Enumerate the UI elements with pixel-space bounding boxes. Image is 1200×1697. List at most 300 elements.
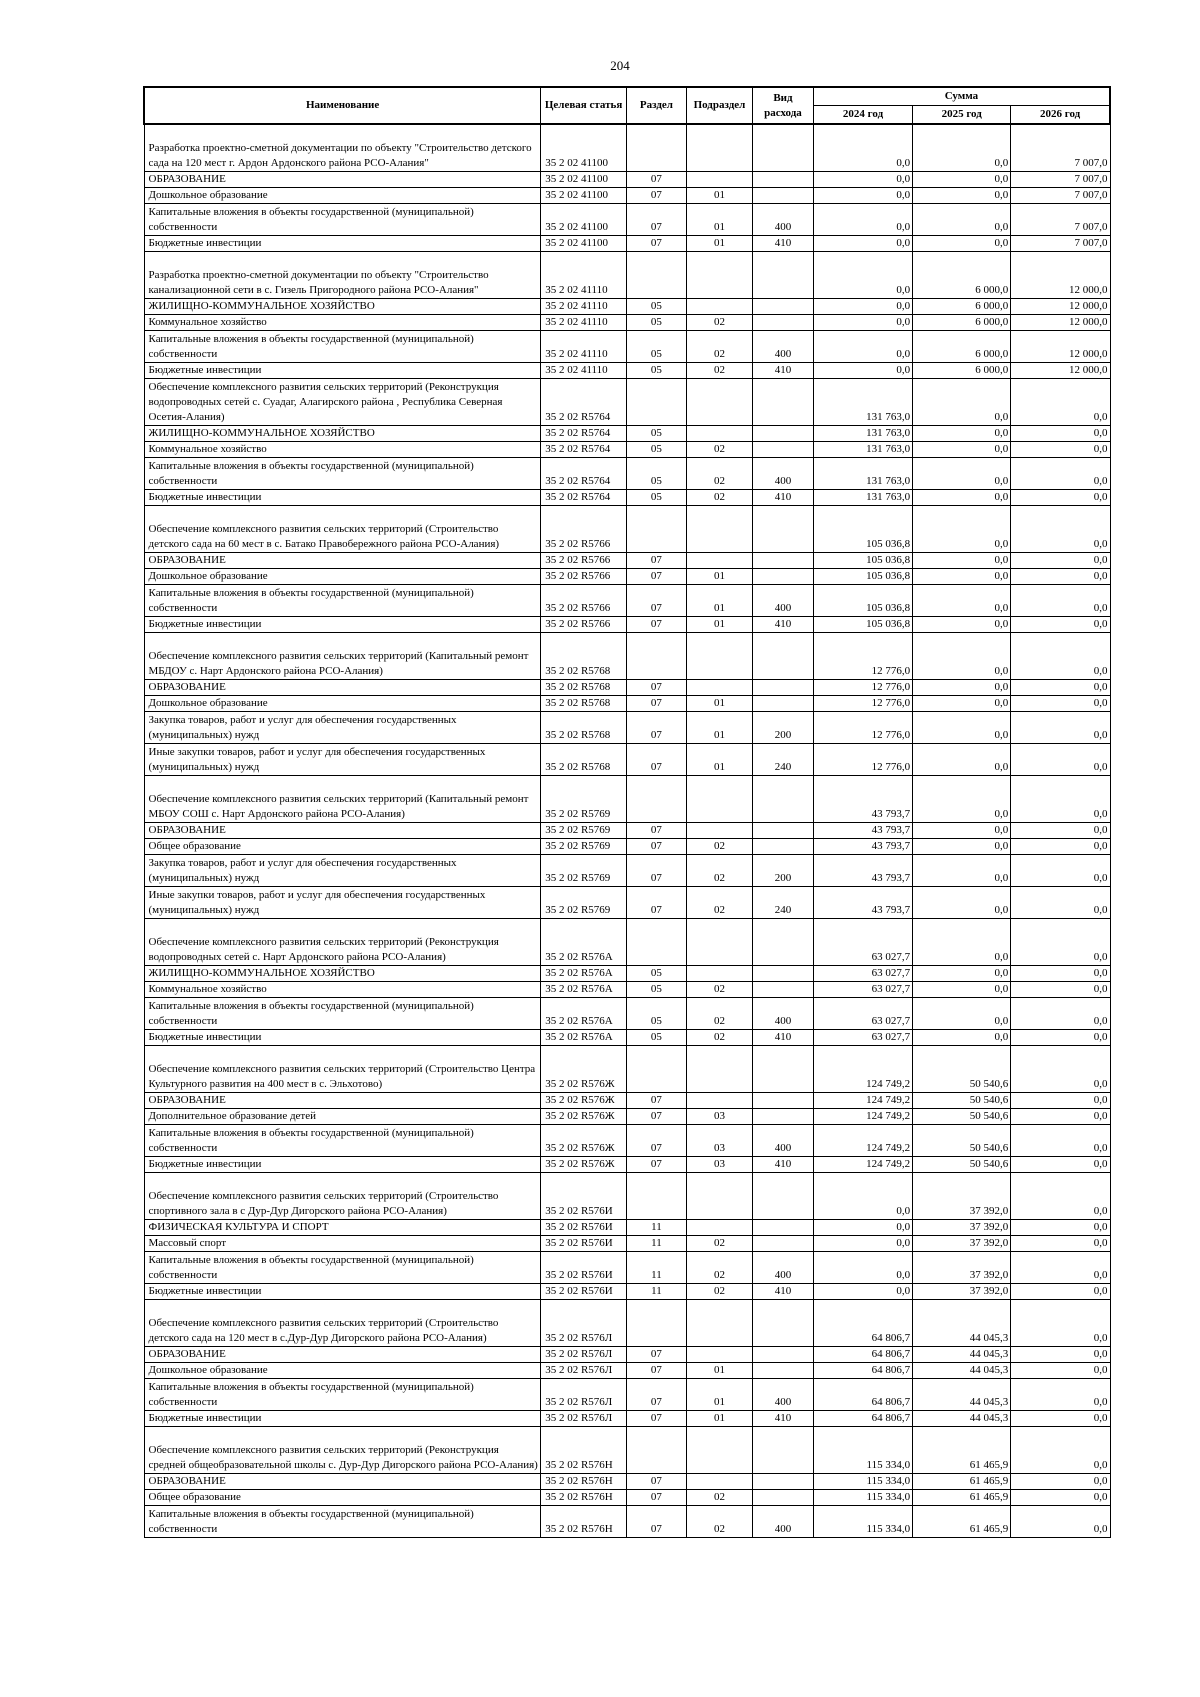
row-sum-2024: 0,0 [813, 252, 912, 299]
row-name: Коммунальное хозяйство [144, 982, 541, 998]
row-subsection [686, 1347, 752, 1363]
row-sum-2025: 0,0 [913, 553, 1011, 569]
row-subsection: 01 [686, 236, 752, 252]
row-sum-2025: 0,0 [913, 1030, 1011, 1046]
row-name: Обеспечение комплексного развития сельских территорий (Капитальный ремонт МБОУ СОШ с. Нарт Ардонского района РСО-Алания) [144, 776, 541, 823]
row-sum-2024: 43 793,7 [813, 887, 912, 919]
row-sum-2024: 124 749,2 [813, 1093, 912, 1109]
row-subsection: 02 [686, 1284, 752, 1300]
row-sum-2025: 6 000,0 [913, 331, 1011, 363]
row-sum-2025: 50 540,6 [913, 1046, 1011, 1093]
table-row [144, 1093, 1110, 1109]
row-name: Бюджетные инвестиции [144, 490, 541, 506]
row-section: 07 [626, 1109, 686, 1125]
row-name: Разработка проектно-сметной документации по объекту "Строительство канализационной сети в с. Гизель Пригородного района РСО-Алания" [144, 252, 541, 299]
row-name: Капитальные вложения в объекты государственной (муниципальной) собственности [144, 1125, 541, 1157]
row-code: 35 2 02 R576Л [541, 1379, 627, 1411]
row-expense-type [753, 188, 814, 204]
row-expense-type [753, 299, 814, 315]
row-sum-2024: 64 806,7 [813, 1347, 912, 1363]
row-sum-2024: 0,0 [813, 1236, 912, 1252]
row-sum-2025: 44 045,3 [913, 1411, 1011, 1427]
row-expense-type: 410 [753, 1411, 814, 1427]
row-expense-type [753, 982, 814, 998]
table-row [144, 1411, 1110, 1427]
row-subsection: 02 [686, 1030, 752, 1046]
row-sum-2024: 64 806,7 [813, 1300, 912, 1347]
table-row [144, 855, 1110, 887]
row-section [626, 1427, 686, 1474]
row-expense-type: 240 [753, 744, 814, 776]
row-subsection: 02 [686, 315, 752, 331]
row-code: 35 2 02 R5768 [541, 680, 627, 696]
table-row [144, 1109, 1110, 1125]
row-sum-2024: 131 763,0 [813, 490, 912, 506]
row-sum-2024: 12 776,0 [813, 744, 912, 776]
row-subsection: 01 [686, 1411, 752, 1427]
row-sum-2024: 0,0 [813, 1284, 912, 1300]
row-name: Общее образование [144, 839, 541, 855]
row-sum-2025: 0,0 [913, 919, 1011, 966]
row-section: 07 [626, 617, 686, 633]
row-code: 35 2 02 R576Ж [541, 1125, 627, 1157]
row-subsection: 02 [686, 331, 752, 363]
row-sum-2024: 131 763,0 [813, 458, 912, 490]
row-subsection: 02 [686, 458, 752, 490]
table-row [144, 1300, 1110, 1347]
row-sum-2024: 131 763,0 [813, 442, 912, 458]
row-code: 35 2 02 R576A [541, 919, 627, 966]
row-name: ОБРАЗОВАНИЕ [144, 1474, 541, 1490]
row-code: 35 2 02 R576И [541, 1252, 627, 1284]
table-row [144, 204, 1110, 236]
row-sum-2026: 0,0 [1011, 744, 1110, 776]
table-row [144, 442, 1110, 458]
row-code: 35 2 02 R576Л [541, 1411, 627, 1427]
header-expense-type: Вид расхода [753, 87, 814, 124]
row-sum-2026: 0,0 [1011, 1300, 1110, 1347]
row-expense-type: 400 [753, 204, 814, 236]
row-subsection [686, 506, 752, 553]
row-sum-2026: 7 007,0 [1011, 188, 1110, 204]
table-row [144, 458, 1110, 490]
row-code: 35 2 02 R576И [541, 1236, 627, 1252]
row-section: 11 [626, 1284, 686, 1300]
row-code: 35 2 02 R5766 [541, 569, 627, 585]
row-name: Дошкольное образование [144, 1363, 541, 1379]
row-expense-type [753, 1474, 814, 1490]
row-subsection [686, 1046, 752, 1093]
row-expense-type [753, 1173, 814, 1220]
row-code: 35 2 02 R576Л [541, 1300, 627, 1347]
row-subsection: 02 [686, 982, 752, 998]
row-code: 35 2 02 R5764 [541, 490, 627, 506]
row-sum-2025: 0,0 [913, 124, 1011, 172]
row-sum-2026: 0,0 [1011, 823, 1110, 839]
row-sum-2024: 0,0 [813, 299, 912, 315]
table-body [144, 124, 1110, 1538]
row-subsection: 02 [686, 1236, 752, 1252]
row-sum-2026: 0,0 [1011, 1284, 1110, 1300]
table-row [144, 1490, 1110, 1506]
row-sum-2025: 0,0 [913, 680, 1011, 696]
row-code: 35 2 02 R5769 [541, 887, 627, 919]
row-sum-2024: 115 334,0 [813, 1427, 912, 1474]
row-subsection [686, 1300, 752, 1347]
row-section: 07 [626, 236, 686, 252]
row-sum-2026: 0,0 [1011, 1379, 1110, 1411]
row-sum-2025: 0,0 [913, 744, 1011, 776]
row-name: Капитальные вложения в объекты государственной (муниципальной) собственности [144, 458, 541, 490]
row-sum-2025: 61 465,9 [913, 1506, 1011, 1538]
row-name: ЖИЛИЩНО-КОММУНАЛЬНОЕ ХОЗЯЙСТВО [144, 299, 541, 315]
row-sum-2026: 0,0 [1011, 617, 1110, 633]
row-sum-2024: 64 806,7 [813, 1411, 912, 1427]
row-section: 11 [626, 1236, 686, 1252]
table-row [144, 1363, 1110, 1379]
row-sum-2026: 0,0 [1011, 696, 1110, 712]
row-sum-2024: 0,0 [813, 1220, 912, 1236]
row-sum-2025: 0,0 [913, 839, 1011, 855]
row-expense-type: 410 [753, 1157, 814, 1173]
row-sum-2026: 0,0 [1011, 982, 1110, 998]
row-subsection [686, 172, 752, 188]
row-sum-2025: 0,0 [913, 887, 1011, 919]
row-expense-type [753, 569, 814, 585]
row-code: 35 2 02 R576Ж [541, 1093, 627, 1109]
row-name: Капитальные вложения в объекты государственной (муниципальной) собственности [144, 998, 541, 1030]
row-name: Обеспечение комплексного развития сельских территорий (Строительство спортивного зала в с Дур-Дур Дигорского района РСО-Алания) [144, 1173, 541, 1220]
row-sum-2024: 124 749,2 [813, 1125, 912, 1157]
row-code: 35 2 02 R5766 [541, 585, 627, 617]
row-sum-2025: 50 540,6 [913, 1093, 1011, 1109]
row-subsection: 03 [686, 1125, 752, 1157]
table-row [144, 633, 1110, 680]
row-expense-type: 410 [753, 490, 814, 506]
row-code: 35 2 02 41100 [541, 172, 627, 188]
row-sum-2026: 0,0 [1011, 1030, 1110, 1046]
row-sum-2026: 0,0 [1011, 839, 1110, 855]
row-subsection: 01 [686, 1363, 752, 1379]
row-section [626, 1046, 686, 1093]
row-sum-2025: 0,0 [913, 633, 1011, 680]
row-subsection [686, 823, 752, 839]
row-subsection: 01 [686, 204, 752, 236]
row-sum-2024: 43 793,7 [813, 855, 912, 887]
row-expense-type [753, 1300, 814, 1347]
row-code: 35 2 02 41110 [541, 363, 627, 379]
table-row [144, 331, 1110, 363]
header-year-2025: 2025 год [913, 106, 1011, 125]
row-sum-2026: 12 000,0 [1011, 252, 1110, 299]
row-section: 07 [626, 744, 686, 776]
row-code: 35 2 02 R576Ж [541, 1157, 627, 1173]
row-sum-2024: 0,0 [813, 1252, 912, 1284]
row-code: 35 2 02 R576A [541, 982, 627, 998]
table-row [144, 553, 1110, 569]
row-section: 05 [626, 315, 686, 331]
row-sum-2024: 105 036,8 [813, 569, 912, 585]
row-expense-type: 410 [753, 1284, 814, 1300]
table-row [144, 1474, 1110, 1490]
row-subsection: 03 [686, 1157, 752, 1173]
row-name: Бюджетные инвестиции [144, 617, 541, 633]
row-sum-2025: 0,0 [913, 696, 1011, 712]
row-section [626, 919, 686, 966]
row-subsection: 02 [686, 1252, 752, 1284]
row-subsection: 01 [686, 712, 752, 744]
row-sum-2024: 63 027,7 [813, 982, 912, 998]
row-sum-2024: 12 776,0 [813, 633, 912, 680]
row-section: 07 [626, 712, 686, 744]
row-name: Обеспечение комплексного развития сельских территорий (Строительство детского сада на 120 мест в с.Дур-Дур Дигорского района РСО-Алания) [144, 1300, 541, 1347]
row-name: Обеспечение комплексного развития сельских территорий (Строительство Центра Культурного развития на 400 мест в с. Эльхотово) [144, 1046, 541, 1093]
table-row [144, 252, 1110, 299]
row-sum-2025: 0,0 [913, 188, 1011, 204]
row-subsection: 02 [686, 1490, 752, 1506]
row-sum-2025: 6 000,0 [913, 252, 1011, 299]
table-row [144, 124, 1110, 172]
row-code: 35 2 02 R5768 [541, 633, 627, 680]
row-section [626, 776, 686, 823]
row-sum-2026: 7 007,0 [1011, 172, 1110, 188]
row-sum-2024: 105 036,8 [813, 506, 912, 553]
row-subsection [686, 553, 752, 569]
row-name: ОБРАЗОВАНИЕ [144, 172, 541, 188]
row-code: 35 2 02 R576Л [541, 1347, 627, 1363]
row-expense-type: 410 [753, 617, 814, 633]
row-name: Бюджетные инвестиции [144, 1411, 541, 1427]
row-sum-2024: 0,0 [813, 315, 912, 331]
row-name: Закупка товаров, работ и услуг для обеспечения государственных (муниципальных) нужд [144, 712, 541, 744]
table-row [144, 1173, 1110, 1220]
row-code: 35 2 02 R576И [541, 1284, 627, 1300]
header-code: Целевая статья [541, 87, 627, 124]
row-code: 35 2 02 41100 [541, 124, 627, 172]
row-sum-2024: 105 036,8 [813, 553, 912, 569]
row-sum-2026: 0,0 [1011, 1173, 1110, 1220]
row-name: Обеспечение комплексного развития сельских территорий (Реконструкция водопроводных сетей с. Нарт Ардонского района РСО-Алания) [144, 919, 541, 966]
row-sum-2024: 0,0 [813, 172, 912, 188]
row-code: 35 2 02 41110 [541, 331, 627, 363]
row-sum-2025: 0,0 [913, 172, 1011, 188]
table-row [144, 1125, 1110, 1157]
row-sum-2024: 12 776,0 [813, 712, 912, 744]
row-sum-2024: 63 027,7 [813, 966, 912, 982]
row-sum-2026: 0,0 [1011, 966, 1110, 982]
row-sum-2025: 44 045,3 [913, 1379, 1011, 1411]
row-subsection [686, 966, 752, 982]
row-sum-2024: 0,0 [813, 363, 912, 379]
table-row [144, 1506, 1110, 1538]
row-expense-type [753, 1490, 814, 1506]
row-name: Бюджетные инвестиции [144, 236, 541, 252]
row-sum-2024: 115 334,0 [813, 1506, 912, 1538]
row-code: 35 2 02 R576Н [541, 1506, 627, 1538]
row-code: 35 2 02 R5766 [541, 506, 627, 553]
row-sum-2024: 0,0 [813, 236, 912, 252]
row-code: 35 2 02 R576Н [541, 1427, 627, 1474]
row-subsection [686, 919, 752, 966]
row-sum-2024: 43 793,7 [813, 776, 912, 823]
row-sum-2026: 0,0 [1011, 1252, 1110, 1284]
row-expense-type [753, 426, 814, 442]
row-section [626, 506, 686, 553]
row-sum-2026: 0,0 [1011, 1046, 1110, 1093]
row-expense-type [753, 966, 814, 982]
row-sum-2025: 0,0 [913, 236, 1011, 252]
row-sum-2026: 0,0 [1011, 569, 1110, 585]
table-row [144, 490, 1110, 506]
row-code: 35 2 02 R576И [541, 1173, 627, 1220]
row-sum-2026: 12 000,0 [1011, 315, 1110, 331]
row-code: 35 2 02 41100 [541, 236, 627, 252]
row-name: Капитальные вложения в объекты государственной (муниципальной) собственности [144, 331, 541, 363]
row-sum-2025: 44 045,3 [913, 1300, 1011, 1347]
row-section: 05 [626, 299, 686, 315]
row-expense-type: 400 [753, 1125, 814, 1157]
row-sum-2025: 50 540,6 [913, 1125, 1011, 1157]
row-subsection: 01 [686, 744, 752, 776]
row-sum-2026: 0,0 [1011, 379, 1110, 426]
row-section: 11 [626, 1220, 686, 1236]
row-sum-2026: 7 007,0 [1011, 204, 1110, 236]
row-sum-2026: 0,0 [1011, 1220, 1110, 1236]
row-subsection: 01 [686, 188, 752, 204]
row-section: 07 [626, 569, 686, 585]
table-row [144, 299, 1110, 315]
row-sum-2025: 37 392,0 [913, 1236, 1011, 1252]
row-sum-2025: 0,0 [913, 982, 1011, 998]
table-row [144, 887, 1110, 919]
row-name: Иные закупки товаров, работ и услуг для обеспечения государственных (муниципальных) нужд [144, 744, 541, 776]
table-row [144, 1427, 1110, 1474]
row-sum-2025: 0,0 [913, 569, 1011, 585]
row-sum-2024: 105 036,8 [813, 617, 912, 633]
row-expense-type [753, 1093, 814, 1109]
row-section: 07 [626, 188, 686, 204]
row-section: 07 [626, 696, 686, 712]
row-subsection [686, 379, 752, 426]
row-section: 07 [626, 1490, 686, 1506]
row-sum-2025: 0,0 [913, 585, 1011, 617]
table-header [144, 87, 1110, 124]
row-subsection: 01 [686, 617, 752, 633]
row-sum-2026: 0,0 [1011, 1125, 1110, 1157]
row-name: Капитальные вложения в объекты государственной (муниципальной) собственности [144, 1252, 541, 1284]
row-name: ЖИЛИЩНО-КОММУНАЛЬНОЕ ХОЗЯЙСТВО [144, 966, 541, 982]
row-code: 35 2 02 41110 [541, 299, 627, 315]
row-sum-2026: 0,0 [1011, 426, 1110, 442]
row-code: 35 2 02 R5764 [541, 379, 627, 426]
row-sum-2025: 6 000,0 [913, 315, 1011, 331]
row-section: 05 [626, 442, 686, 458]
row-expense-type [753, 252, 814, 299]
row-subsection: 02 [686, 839, 752, 855]
row-sum-2024: 0,0 [813, 1173, 912, 1220]
row-code: 35 2 02 R576A [541, 1030, 627, 1046]
row-code: 35 2 02 41100 [541, 188, 627, 204]
row-sum-2024: 0,0 [813, 124, 912, 172]
row-expense-type [753, 839, 814, 855]
row-name: Капитальные вложения в объекты государственной (муниципальной) собственности [144, 1506, 541, 1538]
row-name: ОБРАЗОВАНИЕ [144, 680, 541, 696]
row-sum-2025: 50 540,6 [913, 1109, 1011, 1125]
table-row [144, 998, 1110, 1030]
row-expense-type: 200 [753, 712, 814, 744]
row-expense-type [753, 1046, 814, 1093]
row-expense-type [753, 1427, 814, 1474]
row-code: 35 2 02 R5768 [541, 712, 627, 744]
table-row [144, 363, 1110, 379]
row-sum-2025: 50 540,6 [913, 1157, 1011, 1173]
row-sum-2024: 64 806,7 [813, 1363, 912, 1379]
header-year-2026: 2026 год [1011, 106, 1110, 125]
row-section: 05 [626, 966, 686, 982]
row-expense-type [753, 1347, 814, 1363]
row-sum-2026: 12 000,0 [1011, 299, 1110, 315]
row-expense-type [753, 776, 814, 823]
table-row [144, 823, 1110, 839]
row-sum-2025: 37 392,0 [913, 1284, 1011, 1300]
table-row [144, 919, 1110, 966]
row-sum-2025: 0,0 [913, 712, 1011, 744]
table-row [144, 1157, 1110, 1173]
row-sum-2025: 0,0 [913, 379, 1011, 426]
row-section: 05 [626, 426, 686, 442]
row-sum-2024: 124 749,2 [813, 1046, 912, 1093]
row-section: 11 [626, 1252, 686, 1284]
row-expense-type: 240 [753, 887, 814, 919]
table-row [144, 426, 1110, 442]
table-row [144, 966, 1110, 982]
row-name: Коммунальное хозяйство [144, 315, 541, 331]
row-expense-type [753, 1363, 814, 1379]
row-code: 35 2 02 41110 [541, 315, 627, 331]
row-section: 07 [626, 1093, 686, 1109]
row-subsection [686, 633, 752, 680]
row-sum-2025: 0,0 [913, 617, 1011, 633]
row-name: Капитальные вложения в объекты государственной (муниципальной) собственности [144, 204, 541, 236]
row-name: Бюджетные инвестиции [144, 1284, 541, 1300]
row-sum-2026: 0,0 [1011, 506, 1110, 553]
row-code: 35 2 02 R576Л [541, 1363, 627, 1379]
row-expense-type: 400 [753, 331, 814, 363]
row-code: 35 2 02 R5769 [541, 823, 627, 839]
row-code: 35 2 02 R576Ж [541, 1046, 627, 1093]
row-name: ФИЗИЧЕСКАЯ КУЛЬТУРА И СПОРТ [144, 1220, 541, 1236]
row-subsection: 01 [686, 696, 752, 712]
row-name: Иные закупки товаров, работ и услуг для обеспечения государственных (муниципальных) нужд [144, 887, 541, 919]
table-row [144, 315, 1110, 331]
row-subsection: 02 [686, 490, 752, 506]
row-sum-2024: 131 763,0 [813, 426, 912, 442]
row-expense-type: 410 [753, 363, 814, 379]
table-row [144, 744, 1110, 776]
row-name: Капитальные вложения в объекты государственной (муниципальной) собственности [144, 585, 541, 617]
row-expense-type [753, 172, 814, 188]
budget-table [143, 86, 1111, 1538]
row-sum-2026: 0,0 [1011, 680, 1110, 696]
row-name: Бюджетные инвестиции [144, 1030, 541, 1046]
row-section: 07 [626, 1125, 686, 1157]
row-sum-2024: 12 776,0 [813, 696, 912, 712]
row-section: 05 [626, 458, 686, 490]
row-subsection: 02 [686, 998, 752, 1030]
row-sum-2024: 0,0 [813, 188, 912, 204]
row-name: Общее образование [144, 1490, 541, 1506]
row-sum-2026: 7 007,0 [1011, 236, 1110, 252]
